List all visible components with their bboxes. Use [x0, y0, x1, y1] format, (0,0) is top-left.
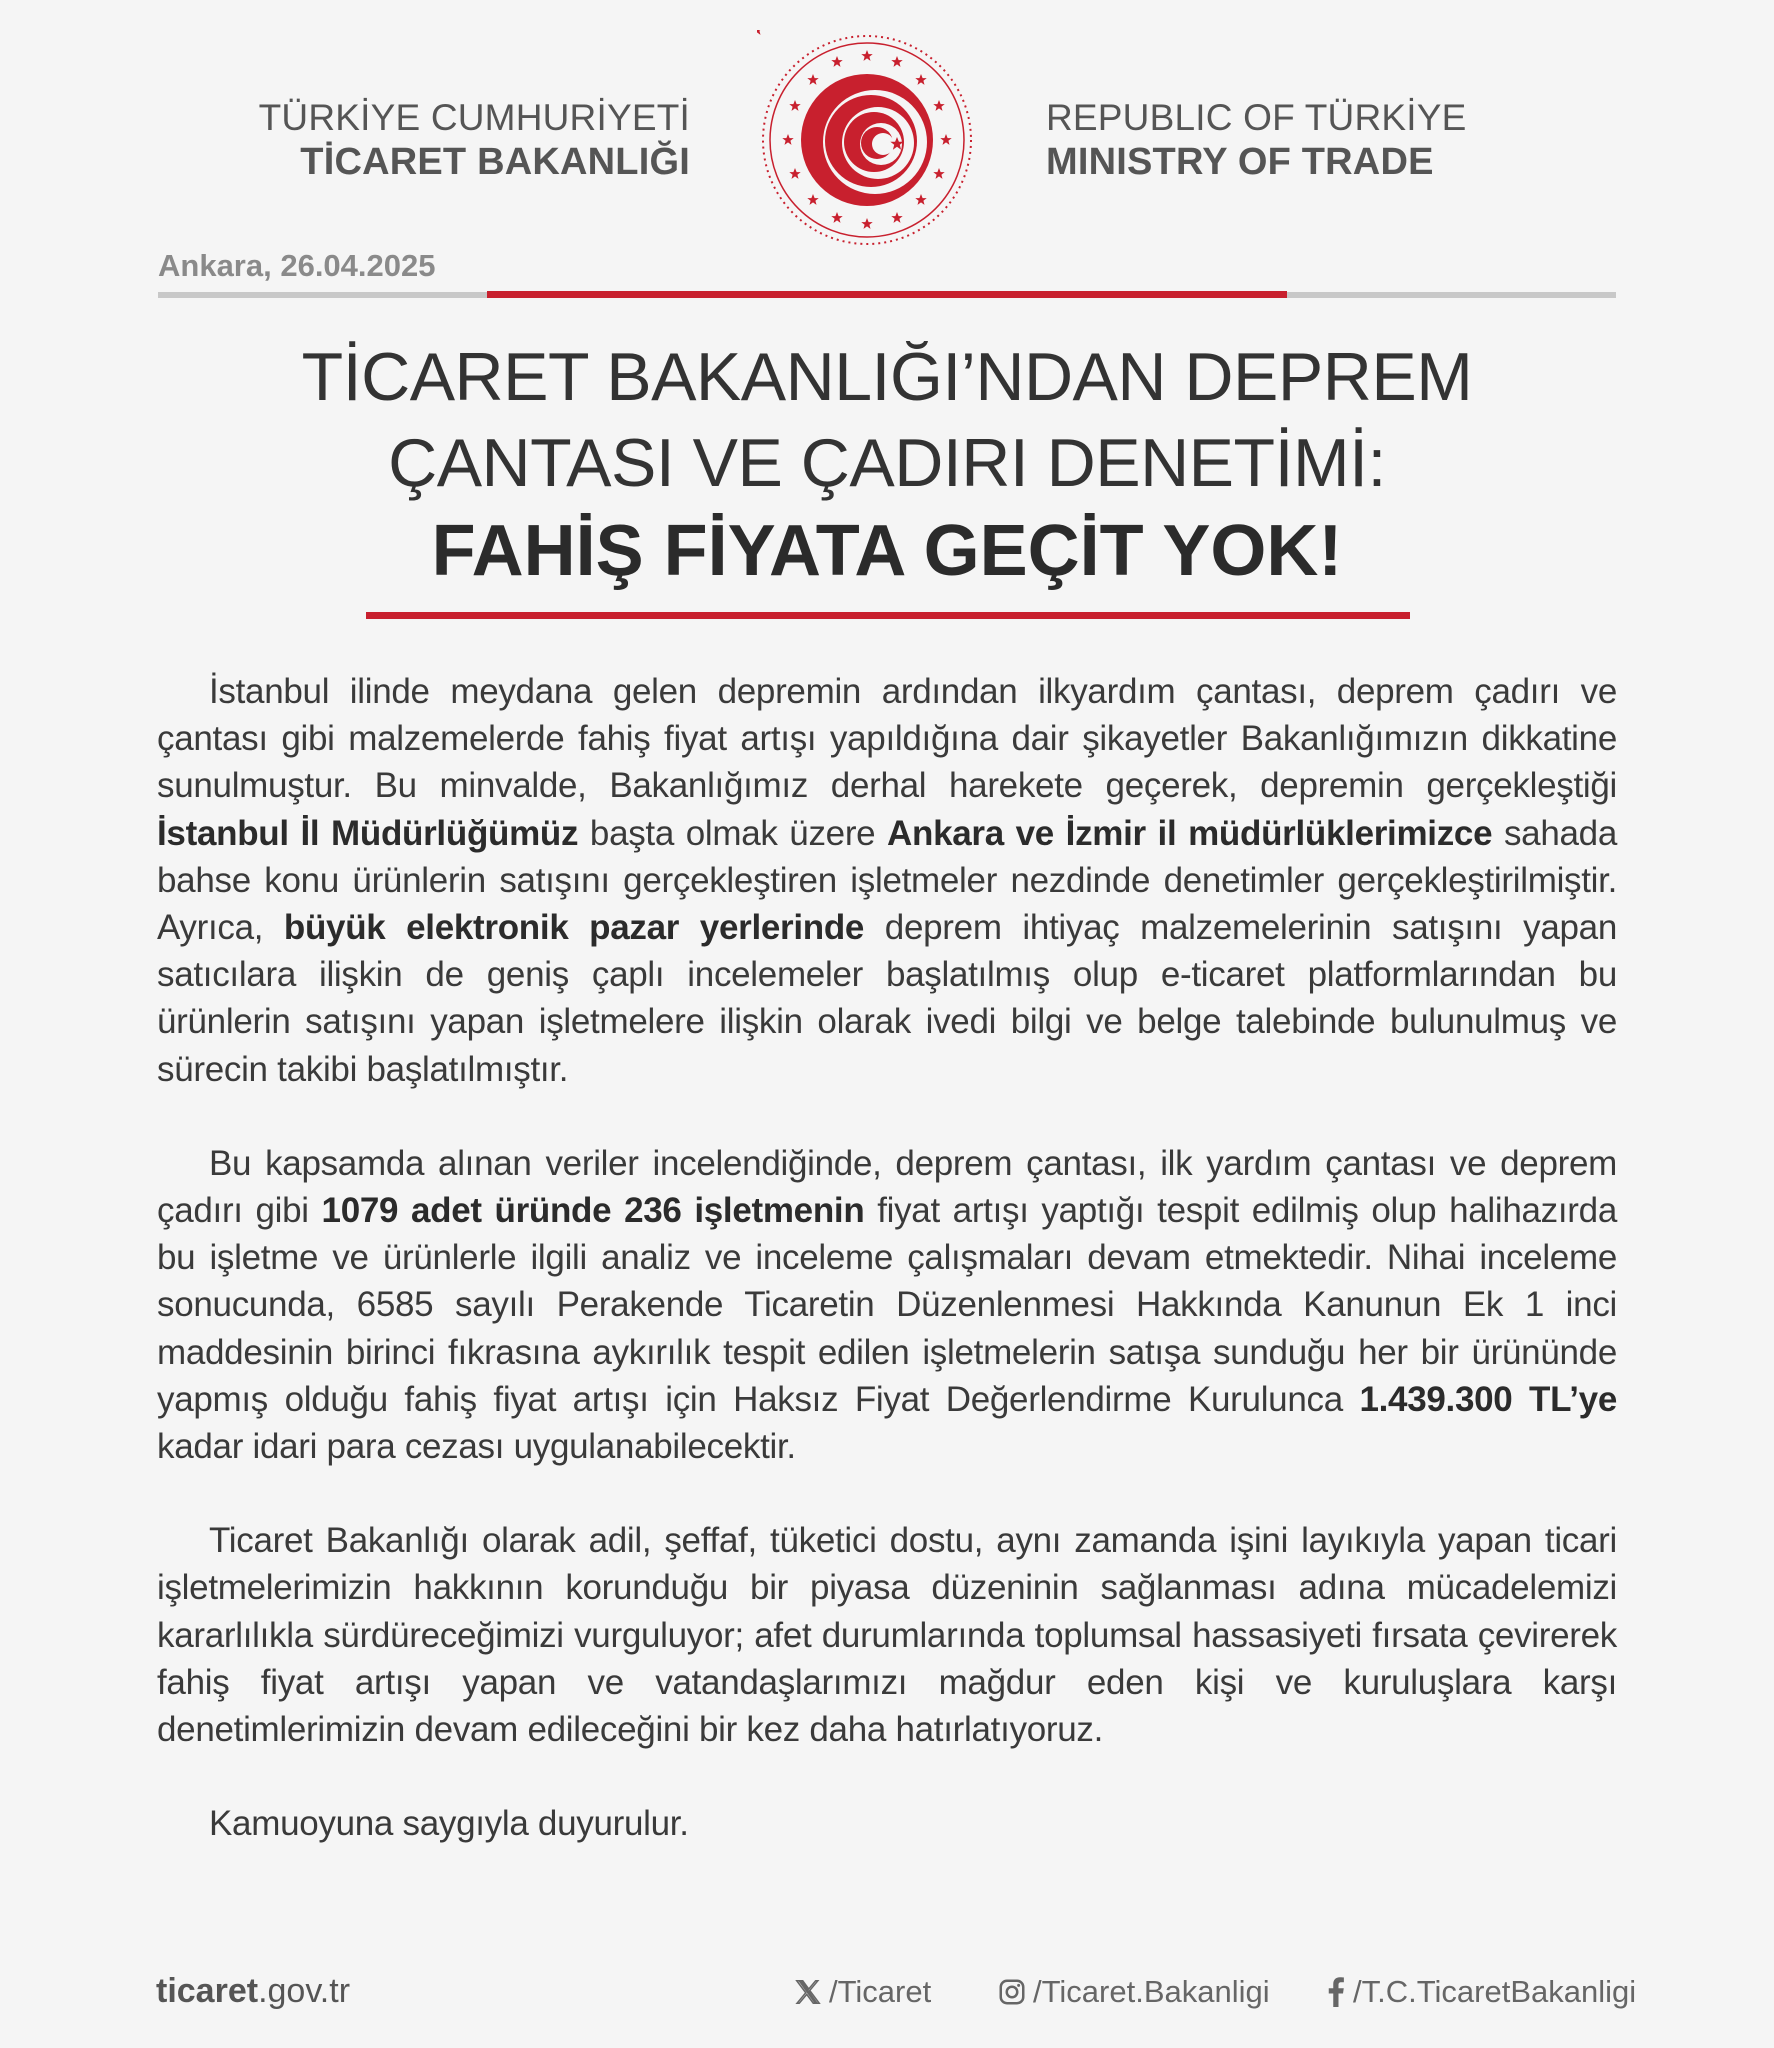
p1-bold-ankara-izmir: Ankara ve İzmir il müdürlüklerimizce: [887, 813, 1493, 853]
x-handle: /Ticaret: [829, 1974, 932, 2009]
title-line2: ÇANTASI VE ÇADIRI DENETİMİ:: [388, 425, 1386, 501]
p2-bold-counts: 1079 adet üründe 236 işletmenin: [321, 1191, 865, 1231]
title-divider: [366, 612, 1410, 619]
p1-text-a: İstanbul ilinde meydana gelen depremin ardından ilkyardım çantası, deprem çadırı ve çantası gibi malzemelerde fahiş fiyat artışı yapıldığına dair şikayetler Bakanlığımızın dikkatine sunulmuştur. Bu minvalde, Bakanlığımız derhal harekete geçerek, depremin gerçekleştiği: [157, 672, 1617, 806]
paragraph-2: [157, 1140, 1617, 1470]
social-x[interactable]: [793, 1974, 931, 2010]
page-title: [120, 334, 1654, 596]
p1-bold-marketplaces: büyük elektronik pazar yerlerinde: [283, 908, 865, 948]
p2-bold-fine: 1.439.300 TL’ye: [1359, 1379, 1617, 1419]
p1-text-c: başta olmak üzere: [578, 813, 888, 853]
x-icon: [793, 1977, 823, 2007]
header-right-line2: MINISTRY OF TRADE: [1046, 141, 1434, 183]
website-bold: ticaret: [156, 1972, 259, 2010]
title-line3: FAHİŞ FİYATA GEÇİT YOK!: [431, 511, 1343, 591]
title-line1: TİCARET BAKANLIĞI’NDAN DEPREM: [301, 339, 1473, 415]
social-instagram[interactable]: [997, 1974, 1270, 2010]
header-left-line2: TİCARET BAKANLIĞI: [300, 141, 690, 183]
header-right-english: [1046, 96, 1546, 184]
paragraph-4: Kamuoyuna saygıyla duyurulur.: [209, 1804, 689, 1844]
header-right-line1: REPUBLIC OF TÜRKİYE: [1046, 97, 1467, 138]
instagram-icon: [997, 1977, 1027, 2007]
paragraph-3: Ticaret Bakanlığı olarak adil, şeffaf, tüketici dostu, aynı zamanda işini layıkıyla yapan ticari işletmelerimizin hakkının korunduğu bir piyasa düzeninin sağlanması adına mücadelemizi kararlılıkla sürdüreceğimizi vurguluyor; afet durumlarında toplumsal hassasiyeti fırsata çevirerek fahiş fiyat artışı yapan ve vatandaşlarımızı mağdur eden kişi ve kuruluşlara karşı denetimlerimizin devam edileceğini bir kez daha hatırlatıyoruz.: [157, 1521, 1617, 1750]
ministry-emblem-icon: [757, 30, 977, 250]
p2-text-d: kadar idari para cezası uygulanabilecektir.: [157, 1427, 796, 1467]
facebook-handle: /T.C.TicaretBakanligi: [1353, 1974, 1637, 2009]
header-left-turkish: [230, 96, 690, 184]
facebook-icon: [1325, 1977, 1347, 2007]
p1-text-e: deprem ihtiyaç malzemelerinin satışını yapan satıcılara ilişkin de geniş çaplı incelemeler başlatılmış olup e-ticaret platformlarından bu ürünlerin satışını yapan işletmelere ilişkin olarak ivedi bilgi ve belge talebinde bulunulmuş ve sürecin takibi başlatılmıştır.: [157, 908, 1617, 1089]
header-divider-accent: [487, 291, 1287, 298]
website-link[interactable]: [156, 1972, 350, 2011]
p2-text-a: Bu kapsamda alınan veriler incelendiğinde, deprem çantası, ilk yardım çantası ve deprem çadırı gibi: [157, 1143, 1617, 1231]
website-rest: .gov.tr: [258, 1972, 351, 2010]
social-facebook[interactable]: [1325, 1974, 1636, 2010]
paragraph-1: [157, 668, 1617, 1093]
p1-bold-istanbul: İstanbul İl Müdürlüğümüz: [157, 813, 579, 853]
header-left-line1: TÜRKİYE CUMHURİYETİ: [258, 97, 690, 138]
release-date: Ankara, 26.04.2025: [158, 248, 436, 283]
p2-text-c: fiyat artışı yaptığı tespit edilmiş olup halihazırda bu işletme ve ürünlerle ilgili analiz ve inceleme çalışmaları devam etmektedir. Nihai inceleme sonucunda, 6585 sayılı Perakende Ticaretin Düzenlenmesi Hakkında Kanunun Ek 1 inci maddesinin birinci fıkrasına aykırılık tespit edilen işletmelerin satışa sunduğu her bir ürününde yapmış olduğu fahiş fiyat artışı için Haksız Fiyat Değerlendirme Kurulunca: [157, 1191, 1617, 1419]
instagram-handle: /Ticaret.Bakanligi: [1033, 1974, 1270, 2009]
press-release-body: [157, 668, 1617, 1894]
p1-text-d: sahada bahse konu ürünlerin satışını gerçekleştiren işletmeler nezdinde denetimler gerçekleştirilmiştir. Ayrıca,: [157, 813, 1617, 948]
